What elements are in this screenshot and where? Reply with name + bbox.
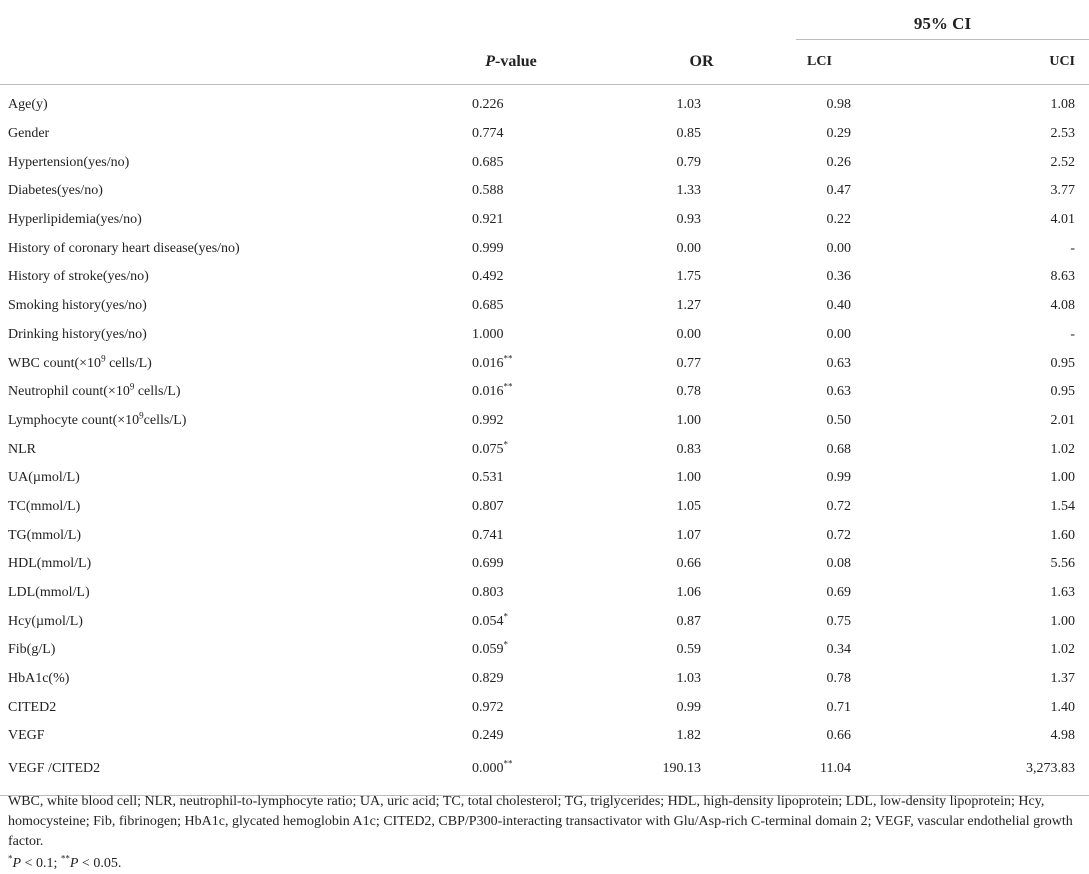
sig-p-1: P — [12, 856, 22, 871]
or-cell: 190.13 — [607, 751, 796, 796]
row-label — [0, 607, 415, 636]
uci-cell: 4.98 — [1050, 728, 1075, 744]
table-row — [0, 91, 1089, 120]
p-value-cell — [415, 91, 607, 120]
p-value-wrap — [415, 556, 607, 572]
or-cell: 0.79 — [676, 154, 701, 170]
or-cell: 1.05 — [676, 498, 701, 514]
table-row — [0, 464, 1089, 493]
p-value-number: 0.492 — [472, 269, 504, 285]
lci-cell: 0.98 — [826, 97, 851, 113]
row-label-text: History of coronary heart disease(yes/no) — [8, 240, 240, 256]
p-value-value — [472, 183, 550, 199]
or-cell: 1.06 — [676, 585, 701, 601]
lci-cell: 0.72 — [826, 527, 851, 543]
or-header: OR — [607, 40, 796, 85]
or-cell: 0.87 — [676, 613, 701, 629]
p-value-cell — [415, 177, 607, 206]
p-value-cell — [415, 636, 607, 665]
p-value-wrap — [415, 327, 607, 343]
p-value-number: 0.685 — [472, 154, 504, 170]
uci-cell: 1.63 — [1050, 585, 1075, 601]
p-value-value — [472, 438, 550, 458]
or-cell: 0.85 — [676, 126, 701, 142]
or-cell: 1.00 — [676, 470, 701, 486]
table-row — [0, 321, 1089, 350]
p-value-cell — [415, 751, 607, 796]
or-cell: 1.07 — [676, 527, 701, 543]
p-value-cell — [415, 435, 607, 464]
p-value-value — [472, 556, 550, 572]
p-value-number: 0.685 — [472, 298, 504, 314]
uci-cell: - — [1070, 326, 1075, 342]
p-value-value — [472, 97, 550, 113]
uci-cell: 0.95 — [1050, 384, 1075, 400]
p-value-value — [472, 728, 550, 744]
lci-cell: 0.69 — [826, 585, 851, 601]
lci-cell: 0.34 — [826, 642, 851, 658]
row-label — [0, 177, 415, 206]
p-value-cell — [415, 292, 607, 321]
row-label-sup: 9 — [101, 352, 106, 363]
lci-cell: 0.26 — [826, 154, 851, 170]
uci-cell: 1.02 — [1050, 642, 1075, 658]
or-cell: 0.77 — [676, 355, 701, 371]
table-row — [0, 579, 1089, 608]
row-label — [0, 234, 415, 263]
p-value-number: 0.774 — [472, 126, 504, 142]
or-cell: 1.03 — [676, 97, 701, 113]
p-value-wrap — [415, 212, 607, 228]
table-row — [0, 607, 1089, 636]
table-row — [0, 120, 1089, 149]
p-value-number: 1.000 — [472, 326, 504, 342]
row-label-text: TC(mmol/L) — [8, 498, 81, 514]
p-value-number: 0.531 — [472, 470, 504, 486]
row-label — [0, 579, 415, 608]
uci-cell: 0.95 — [1050, 355, 1075, 371]
row-label-text: Smoking history(yes/no) — [8, 298, 147, 314]
row-label-text: VEGF /CITED2 — [8, 760, 101, 776]
or-cell: 0.83 — [676, 441, 701, 457]
row-label-text: History of stroke(yes/no) — [8, 269, 149, 285]
uci-cell: 2.53 — [1050, 126, 1075, 142]
p-value-cell — [415, 148, 607, 177]
uci-cell: 1.54 — [1050, 498, 1075, 514]
row-label — [0, 206, 415, 235]
p-value-wrap — [415, 700, 607, 716]
uci-cell: 2.52 — [1050, 154, 1075, 170]
p-value-value — [472, 298, 550, 314]
or-cell: 1.82 — [676, 728, 701, 744]
p-value-number: 0.999 — [472, 240, 504, 256]
or-cell: 0.93 — [676, 212, 701, 228]
p-value-significance: * — [503, 438, 508, 449]
sig-mark-1: * — [8, 853, 13, 864]
sig-text-1: < 0.1; — [21, 856, 61, 871]
lci-cell: 0.29 — [826, 126, 851, 142]
p-value-wrap — [415, 585, 607, 601]
lci-cell: 0.66 — [826, 728, 851, 744]
ci-group-header: 95% CI — [796, 0, 1089, 40]
table-row — [0, 292, 1089, 321]
uci-cell: - — [1070, 240, 1075, 256]
table-row — [0, 435, 1089, 464]
p-value-cell — [415, 464, 607, 493]
table-row — [0, 636, 1089, 665]
p-value-wrap — [415, 528, 607, 544]
p-value-value — [472, 470, 550, 486]
p-value-value — [472, 155, 550, 171]
row-label-post: cells/L) — [143, 412, 187, 428]
row-label — [0, 378, 415, 407]
row-label — [0, 493, 415, 522]
p-value-number: 0.921 — [472, 212, 504, 228]
table-row — [0, 148, 1089, 177]
row-label-text: TG(mmol/L) — [8, 527, 82, 543]
p-value-number: 0.249 — [472, 728, 504, 744]
table-row — [0, 263, 1089, 292]
row-label — [0, 292, 415, 321]
lci-cell: 0.99 — [826, 470, 851, 486]
p-value-cell — [415, 120, 607, 149]
uci-header: UCI — [943, 40, 1089, 85]
table-row — [0, 349, 1089, 378]
p-value-header-italic: P — [485, 52, 495, 70]
lci-cell: 0.78 — [826, 671, 851, 687]
p-value-wrap — [415, 671, 607, 687]
lci-header: LCI — [796, 40, 943, 85]
p-value-wrap — [415, 155, 607, 171]
p-value-number: 0.992 — [472, 412, 504, 428]
p-value-significance: ** — [503, 352, 513, 363]
uci-cell: 1.00 — [1050, 613, 1075, 629]
p-value-wrap — [415, 381, 607, 400]
lci-cell: 0.40 — [826, 298, 851, 314]
uci-cell: 2.01 — [1050, 412, 1075, 428]
p-value-cell — [415, 206, 607, 235]
p-value-value — [472, 700, 550, 716]
lci-cell: 0.72 — [826, 498, 851, 514]
row-label — [0, 349, 415, 378]
p-value-cell — [415, 579, 607, 608]
p-value-wrap — [415, 352, 607, 372]
p-value-significance: * — [503, 639, 508, 650]
p-value-number: 0.000 — [472, 760, 504, 776]
row-label-text: Gender — [8, 126, 50, 142]
uci-cell: 8.63 — [1050, 269, 1075, 285]
p-value-value — [472, 327, 550, 343]
sig-text-2: < 0.05. — [78, 856, 122, 871]
row-label — [0, 120, 415, 149]
table-header — [0, 0, 1089, 85]
p-value-cell — [415, 722, 607, 751]
p-value-wrap — [415, 639, 607, 658]
or-cell: 1.03 — [676, 671, 701, 687]
p-value-significance: ** — [503, 381, 513, 392]
row-label-text: VEGF — [8, 728, 45, 744]
sig-mark-2: ** — [60, 853, 70, 864]
row-label-post: cells/L) — [134, 384, 181, 400]
p-value-cell — [415, 521, 607, 550]
p-value-header — [415, 40, 607, 85]
p-value-value — [472, 241, 550, 257]
row-label-post: cells/L) — [105, 355, 152, 371]
p-value-wrap — [415, 470, 607, 486]
p-value-number: 0.075 — [472, 441, 504, 457]
lci-cell: 0.47 — [826, 183, 851, 199]
row-label — [0, 263, 415, 292]
lci-cell: 11.04 — [796, 751, 943, 796]
table-row — [0, 722, 1089, 751]
row-label-text: UA(µmol/L) — [8, 470, 80, 486]
p-value-number: 0.699 — [472, 556, 504, 572]
row-label-text: HDL(mmol/L) — [8, 556, 92, 572]
lci-cell: 0.63 — [826, 355, 851, 371]
abbreviations-note: WBC, white blood cell; NLR, neutrophil-to-lymphocyte ratio; UA, uric acid; TC, total cholesterol; TG, triglycerides; HDL, high-density lipoprotein; LDL, low-density lipoprotein; Hcy, homocysteine; Fib, fibrinogen; HbA1c, glycated hemoglobin A1c; CITED2, CBP/P300-interacting transactivator with Glu/Asp-rich C-terminal domain 2; VEGF, vascular endothelial growth factor. — [8, 794, 1073, 849]
p-value-number: 0.059 — [472, 642, 504, 658]
uci-cell: 1.02 — [1050, 441, 1075, 457]
p-value-wrap — [415, 241, 607, 257]
p-value-number: 0.588 — [472, 183, 504, 199]
row-label-text: Age(y) — [8, 97, 48, 113]
p-value-value — [472, 126, 550, 142]
row-label-text: Hypertension(yes/no) — [8, 154, 130, 170]
p-value-cell — [415, 349, 607, 378]
p-value-value — [472, 499, 550, 515]
p-value-number: 0.741 — [472, 527, 504, 543]
sig-p-2: P — [69, 856, 79, 871]
p-value-number: 0.054 — [472, 613, 504, 629]
p-value-number: 0.829 — [472, 671, 504, 687]
p-value-cell — [415, 234, 607, 263]
table-footnotes — [8, 792, 1083, 874]
p-value-number: 0.807 — [472, 498, 504, 514]
p-value-value — [472, 381, 550, 400]
lci-cell: 0.50 — [826, 412, 851, 428]
table-row — [0, 206, 1089, 235]
p-value-value — [472, 212, 550, 228]
significance-note — [8, 854, 1083, 874]
row-label — [0, 407, 415, 436]
row-label-text: Hcy(µmol/L) — [8, 613, 83, 629]
p-value-value — [472, 413, 550, 429]
or-cell: 0.59 — [676, 642, 701, 658]
table-row — [0, 407, 1089, 436]
row-label — [0, 435, 415, 464]
or-cell: 1.33 — [676, 183, 701, 199]
row-label-text: Fib(g/L) — [8, 642, 56, 658]
p-value-number: 0.016 — [472, 355, 504, 371]
or-cell: 1.27 — [676, 298, 701, 314]
p-value-value — [472, 611, 550, 630]
row-label-text: Hyperlipidemia(yes/no) — [8, 212, 142, 228]
row-label-text: HbA1c(%) — [8, 671, 70, 687]
table-body — [0, 85, 1089, 796]
p-value-wrap — [415, 298, 607, 314]
row-label-text: CITED2 — [8, 699, 57, 715]
uci-cell: 3.77 — [1050, 183, 1075, 199]
row-label — [0, 665, 415, 694]
or-cell: 0.78 — [676, 384, 701, 400]
row-label — [0, 91, 415, 120]
p-value-wrap — [415, 97, 607, 113]
table-row — [0, 665, 1089, 694]
p-value-cell — [415, 550, 607, 579]
row-label — [0, 751, 415, 796]
p-value-wrap — [415, 126, 607, 142]
uci-cell: 1.40 — [1050, 699, 1075, 715]
row-label — [0, 321, 415, 350]
p-value-value — [472, 269, 550, 285]
p-value-value — [472, 352, 550, 372]
p-value-cell — [415, 693, 607, 722]
row-label — [0, 636, 415, 665]
p-value-number: 0.226 — [472, 97, 504, 113]
row-label-text: LDL(mmol/L) — [8, 585, 90, 601]
p-value-cell — [415, 407, 607, 436]
p-value-cell — [415, 378, 607, 407]
row-label-pre: Lymphocyte count(×10 — [8, 412, 140, 428]
p-value-number: 0.016 — [472, 384, 504, 400]
row-label — [0, 148, 415, 177]
or-cell: 1.75 — [676, 269, 701, 285]
lci-cell: 0.22 — [826, 212, 851, 228]
row-label — [0, 521, 415, 550]
row-label — [0, 693, 415, 722]
lci-cell: 0.36 — [826, 269, 851, 285]
lci-cell: 0.08 — [826, 556, 851, 572]
p-value-header-rest: -value — [495, 52, 537, 70]
row-label — [0, 550, 415, 579]
p-value-number: 0.972 — [472, 699, 504, 715]
p-value-significance: ** — [503, 758, 513, 769]
or-cell: 0.00 — [676, 326, 701, 342]
or-cell: 0.00 — [676, 240, 701, 256]
uci-cell: 1.00 — [1050, 470, 1075, 486]
table-row — [0, 693, 1089, 722]
uci-cell: 4.01 — [1050, 212, 1075, 228]
uci-cell: 5.56 — [1050, 556, 1075, 572]
p-value-wrap — [415, 611, 607, 630]
p-value-wrap — [415, 758, 607, 777]
p-value-cell — [415, 665, 607, 694]
p-value-wrap — [415, 183, 607, 199]
row-label-text: Diabetes(yes/no) — [8, 183, 103, 199]
table-row — [0, 177, 1089, 206]
or-cell: 0.66 — [676, 556, 701, 572]
lci-cell: 0.75 — [826, 613, 851, 629]
uci-cell: 3,273.83 — [943, 751, 1089, 796]
table-row — [0, 521, 1089, 550]
p-value-wrap — [415, 269, 607, 285]
p-value-wrap — [415, 728, 607, 744]
p-value-wrap — [415, 413, 607, 429]
p-value-cell — [415, 321, 607, 350]
row-label-sup: 9 — [139, 410, 144, 421]
row-label-pre: Neutrophil count(×10 — [8, 384, 130, 400]
p-value-wrap — [415, 499, 607, 515]
table-row — [0, 751, 1089, 796]
p-value-cell — [415, 607, 607, 636]
row-label-text: Drinking history(yes/no) — [8, 326, 147, 342]
uci-cell: 1.60 — [1050, 527, 1075, 543]
p-value-wrap — [415, 438, 607, 458]
p-value-cell — [415, 493, 607, 522]
p-value-value — [472, 758, 550, 777]
p-value-cell — [415, 263, 607, 292]
p-value-value — [472, 639, 550, 658]
p-value-value — [472, 671, 550, 687]
lci-cell: 0.00 — [826, 326, 851, 342]
row-label — [0, 464, 415, 493]
table-row — [0, 378, 1089, 407]
uci-cell: 1.08 — [1050, 97, 1075, 113]
uci-cell: 4.08 — [1050, 298, 1075, 314]
table-row — [0, 493, 1089, 522]
row-label-pre: WBC count(×10 — [8, 355, 102, 371]
or-cell: 0.99 — [676, 699, 701, 715]
row-label — [0, 722, 415, 751]
lci-cell: 0.68 — [826, 441, 851, 457]
uci-cell: 1.37 — [1050, 671, 1075, 687]
table-row — [0, 234, 1089, 263]
lci-cell: 0.71 — [826, 699, 851, 715]
lci-cell: 0.63 — [826, 384, 851, 400]
row-label-sup: 9 — [129, 381, 135, 392]
p-value-value — [472, 528, 550, 544]
lci-cell: 0.00 — [826, 240, 851, 256]
table-row — [0, 550, 1089, 579]
p-value-significance: * — [503, 611, 508, 622]
or-cell: 1.00 — [676, 412, 701, 428]
p-value-number: 0.803 — [472, 585, 504, 601]
p-value-value — [472, 585, 550, 601]
row-label-text: NLR — [8, 441, 36, 457]
